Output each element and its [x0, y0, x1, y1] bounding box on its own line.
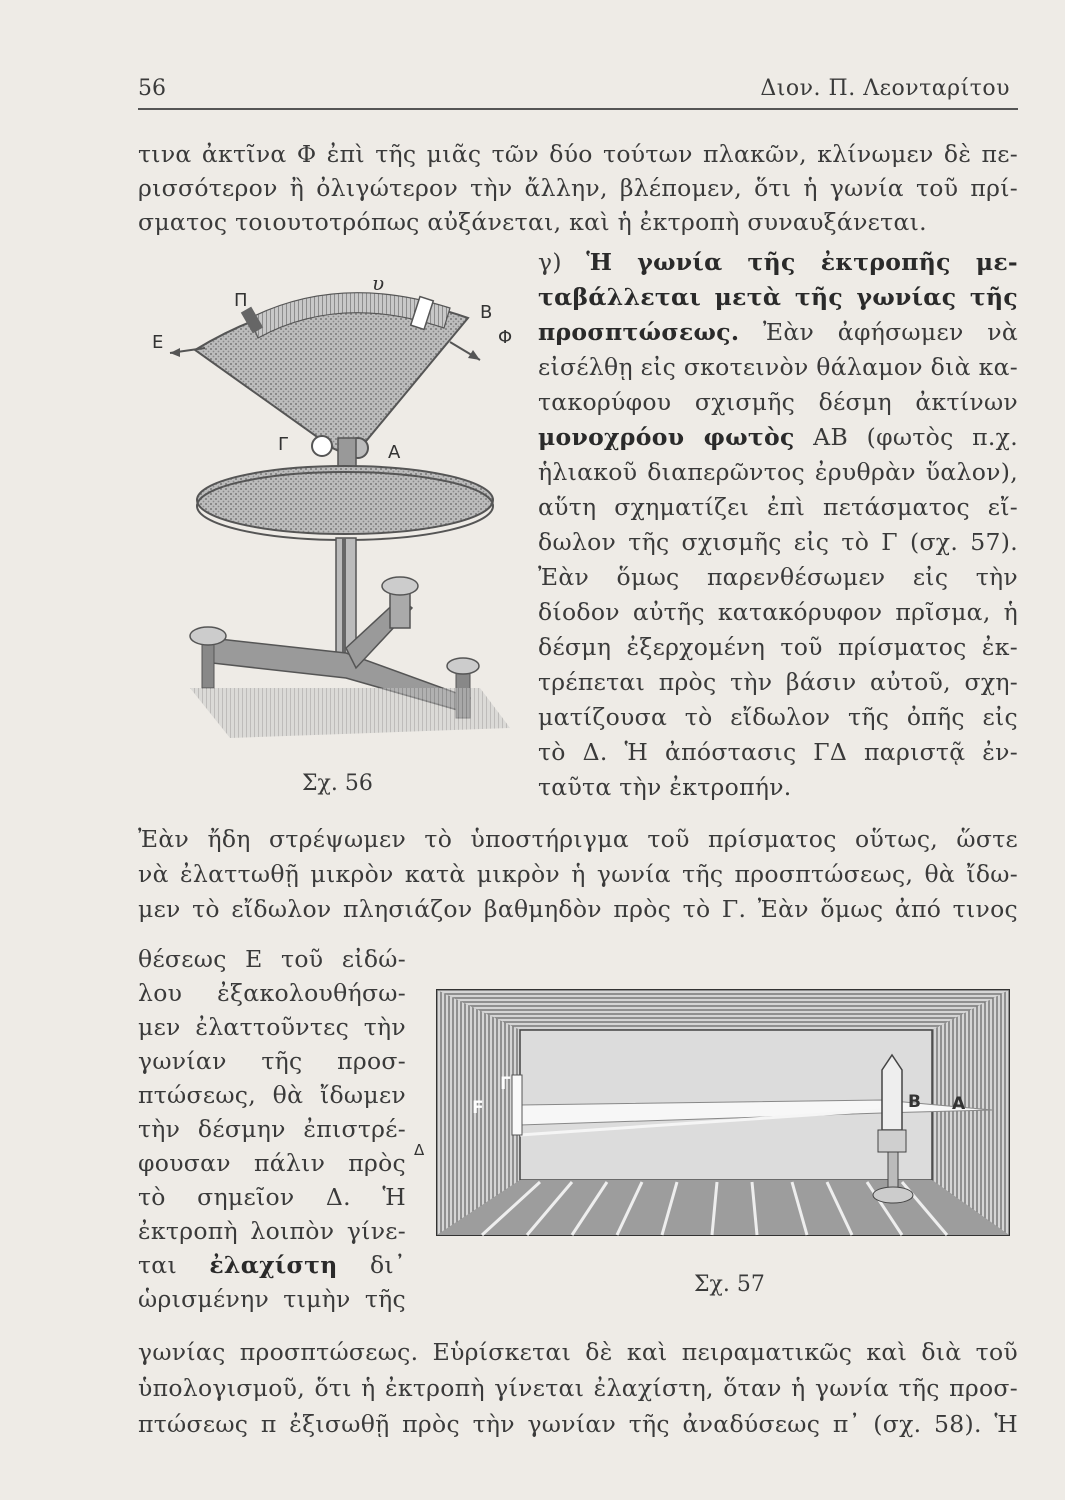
text-line: τὸ Δ. Ἡ ἀπόστασις ΓΔ παριστᾷ ἐν-: [538, 738, 1018, 766]
text-line: τινα ἀκτῖνα Φ ἐπὶ τῆς μιᾶς τῶν δύο τούτων πλακῶν, κλίνωμεν δὲ πε-: [138, 140, 1018, 168]
text-line: φουσαν πάλιν πρὸς: [138, 1149, 406, 1177]
text-line: Ἐὰν ἤδη στρέψωμεν τὸ ὑποστήριγμα τοῦ πρίσματος οὕτως, ὥστε: [138, 825, 1018, 853]
text-line: τρέπεται πρὸς τὴν βάσιν αὐτοῦ, σχη-: [538, 668, 1018, 696]
emphasis-monochrome: μονοχρόου φωτὸς: [538, 423, 795, 451]
fig56-label-u: υ: [372, 271, 385, 295]
text-line: εἰσέλθῃ εἰς σκοτεινὸν θάλαμον διὰ κα-: [538, 353, 1018, 381]
text-line: τακορύφου σχισμῆς δέσμη ἀκτίνων: [538, 388, 1018, 416]
figure-57: [412, 985, 1017, 1265]
text-line: μεν ἐλαττοῦντες τὴν: [138, 1013, 406, 1041]
text-line: ρισσότερον ἢ ὀλιγώτερον τὴν ἄλλην, βλέπομεν, ὅτι ἡ γωνία τοῦ πρί-: [138, 174, 1018, 202]
fig57-label-g: Γ: [500, 1074, 511, 1094]
text-line: θέσεως Ε τοῦ εἰδώ-: [138, 945, 406, 973]
text-line: μεν τὸ εἴδωλον πλησιάζον βαθμηδὸν πρὸς τὸ Γ. Ἐὰν ὅμως ἀπό τινος: [138, 895, 1018, 923]
text-line: Ἐὰν ὅμως παρενθέσωμεν εἰς τὴν: [538, 563, 1018, 591]
fig56-label-p: Π: [234, 290, 248, 311]
text-line: νὰ ἐλαττωθῇ μικρὸν κατὰ μικρὸν ἡ γωνία τῆς προσπτώσεως, θὰ ἴδω-: [138, 860, 1018, 888]
text-line: λου ἐξακολουθήσω-: [138, 979, 406, 1007]
fig57-label-b: B: [908, 1092, 921, 1112]
figure-57-illustration: [412, 985, 1017, 1265]
figure-56-caption: Σχ. 56: [302, 771, 373, 796]
text-line: σματος τοιουτοτρόπως αὐξάνεται, καὶ ἡ ἐκτροπὴ συναυξάνεται.: [138, 208, 927, 236]
section-label: γ): [538, 248, 587, 276]
text-line: γωνίας προσπτώσεως. Εὑρίσκεται δὲ καὶ πειραματικῶς καὶ διὰ τοῦ: [138, 1338, 1018, 1366]
fig56-label-phi: Φ: [498, 327, 513, 348]
emphasis-minimum: ἐλαχίστη: [209, 1251, 338, 1279]
text-line: ἡλιακοῦ διαπερῶντος ἐρυθρὰν ὕαλον),: [538, 458, 1018, 486]
running-head: Διον. Π. Λεονταρίτου: [760, 76, 1010, 101]
text-line: πτώσεως, θὰ ἴδωμεν: [138, 1081, 406, 1109]
text-line: δίοδον αὐτῆς κατακόρυφον πρῖσμα, ἡ: [538, 598, 1018, 626]
fig56-label-e: Ε: [152, 332, 164, 353]
text-run: δι᾽: [337, 1251, 406, 1279]
text-line: ὡρισμένην τιμὴν τῆς: [138, 1285, 406, 1313]
figure-57-caption: Σχ. 57: [694, 1272, 765, 1297]
figure-56-illustration: [150, 268, 530, 768]
text-line: τὴν δέσμην ἐπιστρέ-: [138, 1115, 406, 1143]
text-line: πτώσεως π ἐξισωθῇ πρὸς τὴν γωνίαν τῆς ἀναδύσεως π᾽ (σχ. 58). Ἡ: [138, 1410, 1018, 1438]
section-heading-line: [538, 316, 1018, 348]
text-line: ταῦτα τὴν ἐκτροπήν.: [538, 773, 792, 801]
text-line: δωλον τῆς σχισμῆς εἰς τὸ Γ (σχ. 57).: [538, 528, 1018, 556]
text-line: αὕτη σχηματίζει ἐπὶ πετάσματος εἴ-: [538, 493, 1018, 521]
text-line: [538, 421, 1018, 453]
text-line: τὸ σημεῖον Δ. Ἡ: [138, 1183, 406, 1211]
text-line: ἐκτροπὴ λοιπὸν γίνε-: [138, 1217, 406, 1245]
page-header: [138, 72, 1018, 110]
section-heading: Ἡ γωνία τῆς ἐκτροπῆς με-: [586, 248, 1018, 276]
text-run: ται: [138, 1251, 210, 1279]
text-line: γωνίαν τῆς προσ-: [138, 1047, 406, 1075]
fig56-label-a: Α: [388, 442, 401, 463]
text-run: ΑΒ (φωτὸς π.χ.: [794, 423, 1018, 451]
page-number: 56: [138, 76, 166, 101]
fig56-label-g: Γ: [278, 434, 289, 455]
fig56-label-b: Β: [480, 302, 493, 323]
fig57-label-a: A: [952, 1094, 966, 1114]
fig57-label-d: Δ: [414, 1141, 425, 1159]
figure-56: [150, 268, 530, 768]
text-line: ματίζουσα τὸ εἴδωλον τῆς ὀπῆς εἰς: [538, 703, 1018, 731]
text-line: δέσμη ἐξερχομένη τοῦ πρίσματος ἐκ-: [538, 633, 1018, 661]
text-line: ὑπολογισμοῦ, ὅτι ἡ ἐκτροπὴ γίνεται ἐλαχίστη, ὅταν ἡ γωνία τῆς προσ-: [138, 1374, 1018, 1402]
section-heading-line: ταβάλλεται μετὰ τῆς γωνίας τῆς: [538, 283, 1018, 311]
text-line: [138, 1249, 406, 1281]
section-heading-end: προσπτώσεως.: [538, 318, 740, 346]
fig57-label-f: F: [472, 1098, 484, 1118]
text-run: Ἐὰν ἀφήσωμεν νὰ: [739, 318, 1018, 346]
section-heading-line: [538, 246, 1018, 278]
